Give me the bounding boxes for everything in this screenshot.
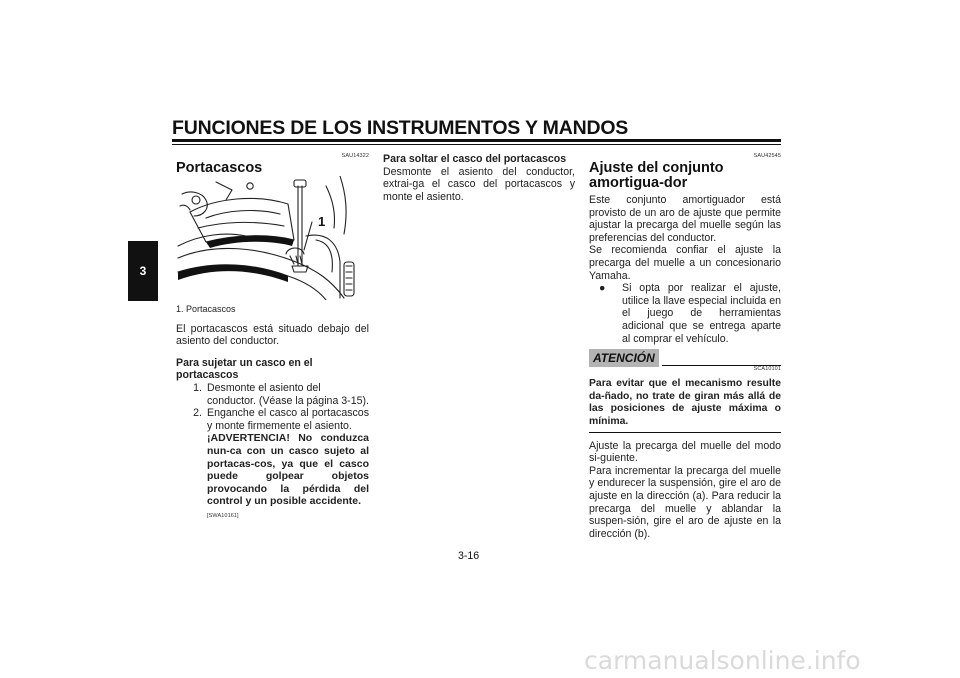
column-2 xyxy=(383,153,575,203)
step-number: 1. xyxy=(193,381,202,394)
page-number: 3-16 xyxy=(458,550,480,562)
caution-header xyxy=(589,349,781,367)
bullet-text: Si opta por realizar el ajuste, utilice la llave especial incluida en el juego de herramientas adicional que se entrega aparte al comprar el vehículo. xyxy=(622,282,781,345)
caution-end-rule xyxy=(589,432,781,433)
figure-caption: 1. Portacascos xyxy=(176,304,236,314)
column-1 xyxy=(176,153,369,176)
helmet-holder-figure xyxy=(176,176,370,300)
subhead-attach-helmet: Para sujetar un casco en el portacascos xyxy=(176,356,313,382)
caution-label: ATENCIÓN xyxy=(589,349,659,367)
column-1-body xyxy=(176,303,369,520)
shock-paragraph-1: Este conjunto amortiguador está provisto de un aro de ajuste que permite ajustar la precarga del muelle según las preferencias del conductor. xyxy=(589,194,781,244)
helmet-holder-illustration xyxy=(176,176,370,300)
caution-text: Para evitar que el mecanismo resulte da-ñado, no trate de giran más allá de las posiciones de ajuste máxima o mínima. xyxy=(589,378,781,427)
step-2 xyxy=(176,407,369,520)
bullet-dot-icon: ● xyxy=(599,282,606,295)
step-text: Enganche el casco al portacascos y monte firmemente el asiento. xyxy=(207,407,369,432)
step-text: Desmonte el asiento del conductor. (Véase la página 3-15). xyxy=(207,381,369,407)
shock-paragraph-3: Ajuste la precarga del muelle del modo si-guiente. xyxy=(589,439,781,465)
caution-code: SCA10101 xyxy=(753,366,781,373)
header-rule-thin xyxy=(172,144,781,145)
release-paragraph: Desmonte el asiento del conductor, extrai-ga el casco del portacascos y monte el asiento. xyxy=(383,165,575,203)
bullet-item xyxy=(589,282,781,345)
page-header-title: FUNCIONES DE LOS INSTRUMENTOS Y MANDOS xyxy=(172,117,629,139)
figure-callout: 1 xyxy=(318,214,326,229)
header-rule xyxy=(172,139,781,142)
column-3 xyxy=(589,153,781,540)
step-number: 2. xyxy=(193,407,202,420)
section-code: SAU14322 xyxy=(341,153,369,159)
section-code: SAU42545 xyxy=(753,153,781,159)
shock-paragraph-2: Se recomienda confiar el ajuste la precarga del muelle a un concesionario Yamaha. xyxy=(589,244,781,282)
step-1 xyxy=(176,382,369,407)
section-title-portacascos: Portacascos xyxy=(176,160,263,176)
section-title-shock-absorber: Ajuste del conjunto amortigua-dor xyxy=(589,160,724,191)
warning-code: [SWA10161] xyxy=(207,512,239,519)
intro-paragraph: El portacascos está situado debajo del asiento del conductor. xyxy=(176,322,369,348)
watermark: carmanualsonline.info xyxy=(584,646,861,675)
chapter-tab: 3 xyxy=(128,241,158,301)
subhead-release-helmet: Para soltar el casco del portacascos xyxy=(383,153,567,165)
shock-paragraph-4: Para incrementar la precarga del muelle y endurecer la suspensión, gire el aro de ajuste en la dirección (a). Para reducir la precarga del muelle y ablandar la suspen-sión, gire el aro de ajuste en la dirección (b). xyxy=(589,464,781,540)
warning-text: ¡ADVERTENCIA! No conduzca nun-ca con un casco sujeto al portacas-cos, ya que el casco puede golpear objetos provocando la pérdida del control y un posible accidente. xyxy=(207,432,369,508)
